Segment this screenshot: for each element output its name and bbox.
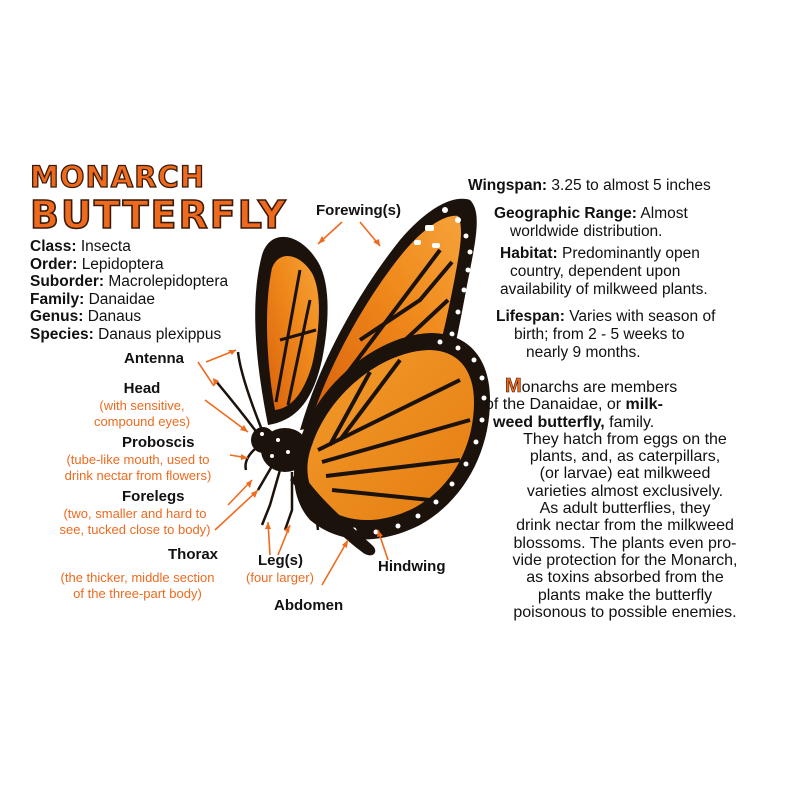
title-line-2: BUTTERFLY	[30, 193, 288, 237]
title-line-1: MONARCH	[30, 160, 206, 194]
taxonomy-label: Genus:	[30, 308, 84, 326]
label-thorax-note-2: of the three-part body)	[73, 586, 202, 601]
fact-habitat-value-1: Predominantly open	[562, 245, 700, 262]
description-paragraph	[465, 375, 785, 621]
taxonomy-row	[30, 273, 280, 291]
paragraph-line-1: onarchs are members	[521, 379, 678, 396]
fact-lifespan-label: Lifespan:	[496, 308, 565, 325]
fact-range-value-2: worldwide distribution.	[510, 223, 663, 240]
fact-wingspan-value: 3.25 to almost 5 inches	[551, 177, 711, 194]
taxonomy-row	[30, 291, 280, 309]
paragraph-line-6: (or larvae) eat milkweed	[539, 465, 711, 483]
paragraph-line-12: as toxins absorbed from the	[526, 569, 724, 587]
paragraph-line-11: vide protection for the Monarch,	[512, 551, 738, 569]
label-proboscis-note-2: drink nectar from flowers)	[64, 468, 212, 483]
paragraph-line-3b: family.	[604, 413, 655, 431]
fact-range-label: Geographic Range:	[494, 205, 637, 222]
label-proboscis-note-1: (tube-like mouth, used to	[66, 452, 210, 467]
fact-wingspan	[468, 177, 711, 195]
label-head-note-2: compound eyes)	[93, 414, 191, 429]
taxonomy-row	[30, 238, 280, 256]
paragraph-line	[465, 414, 785, 431]
taxonomy-value: Macrolepidoptera	[108, 273, 229, 291]
taxonomy-label: Order:	[30, 255, 78, 273]
taxonomy-value: Danaus	[87, 308, 142, 326]
fact-habitat-value-3: availability of milkweed plants.	[500, 281, 708, 298]
paragraph-line-9: drink nectar from the milkweed	[516, 517, 734, 535]
paragraph-line-8: As adult butterflies, they	[539, 500, 711, 518]
fact-range	[494, 205, 794, 241]
fact-lifespan-value-2: birth; from 2 - 5 weeks to	[514, 326, 685, 343]
paragraph-line-7: varieties almost exclusively.	[526, 482, 724, 500]
taxonomy-value: Danaus plexippus	[98, 325, 222, 343]
fact-lifespan-value-3: nearly 9 months.	[526, 344, 641, 361]
taxonomy-value: Lepidoptera	[81, 255, 164, 273]
taxonomy-value: Insecta	[80, 238, 131, 255]
label-thorax-note-1: (the thicker, middle section	[60, 570, 215, 585]
label-head-note-1: (with sensitive,	[99, 398, 185, 413]
paragraph-line-5: plants, and, as caterpillars,	[529, 448, 721, 466]
paragraph-line	[465, 396, 785, 413]
label-forelegs: Forelegs	[122, 488, 185, 505]
label-hindwing: Hindwing	[378, 558, 446, 575]
fact-lifespan	[496, 308, 796, 362]
fact-range-value-1: Almost	[640, 205, 688, 222]
label-forewing: Forewing(s)	[316, 202, 401, 219]
label-forelegs-note-1: (two, smaller and hard to	[63, 506, 207, 521]
fact-wingspan-label: Wingspan:	[468, 177, 548, 194]
label-forelegs-note-2: see, tucked close to body)	[59, 522, 211, 537]
paragraph-line	[465, 375, 785, 397]
paragraph-line-3a: weed butterfly,	[493, 413, 605, 431]
fact-habitat	[500, 245, 800, 299]
label-legs: Leg(s)	[258, 552, 303, 569]
fact-habitat-value-2: country, dependent upon	[510, 263, 681, 280]
label-proboscis: Proboscis	[122, 434, 195, 451]
taxonomy-row	[30, 308, 280, 326]
taxonomy-label: Species:	[30, 325, 94, 343]
paragraph-line-2b: milk-	[625, 396, 663, 414]
paragraph-line-4: They hatch from eggs on the	[523, 430, 727, 448]
taxonomy-label: Family:	[30, 290, 85, 308]
taxonomy-value: Danaidae	[88, 290, 155, 308]
label-head: Head	[123, 380, 161, 397]
paragraph-line-10: blossoms. The plants even pro-	[513, 534, 737, 552]
taxonomy-list	[30, 238, 280, 344]
taxonomy-row	[30, 326, 280, 344]
fact-habitat-label: Habitat:	[500, 245, 558, 262]
paragraph-line-14: poisonous to possible enemies.	[513, 603, 737, 621]
paragraph-line-13: plants make the butterfly	[537, 586, 713, 604]
taxonomy-row	[30, 256, 280, 274]
taxonomy-label: Suborder:	[30, 273, 105, 291]
paragraph-dropcap: M	[505, 375, 522, 397]
label-antenna: Antenna	[124, 350, 184, 367]
label-legs-note: (four larger)	[246, 570, 314, 585]
paragraph-line-2a: of the Danaidae, or	[485, 396, 626, 414]
fact-lifespan-value-1: Varies with season of	[569, 308, 716, 325]
label-thorax: Thorax	[168, 546, 219, 563]
label-abdomen: Abdomen	[274, 597, 344, 614]
taxonomy-label: Class:	[30, 238, 77, 255]
